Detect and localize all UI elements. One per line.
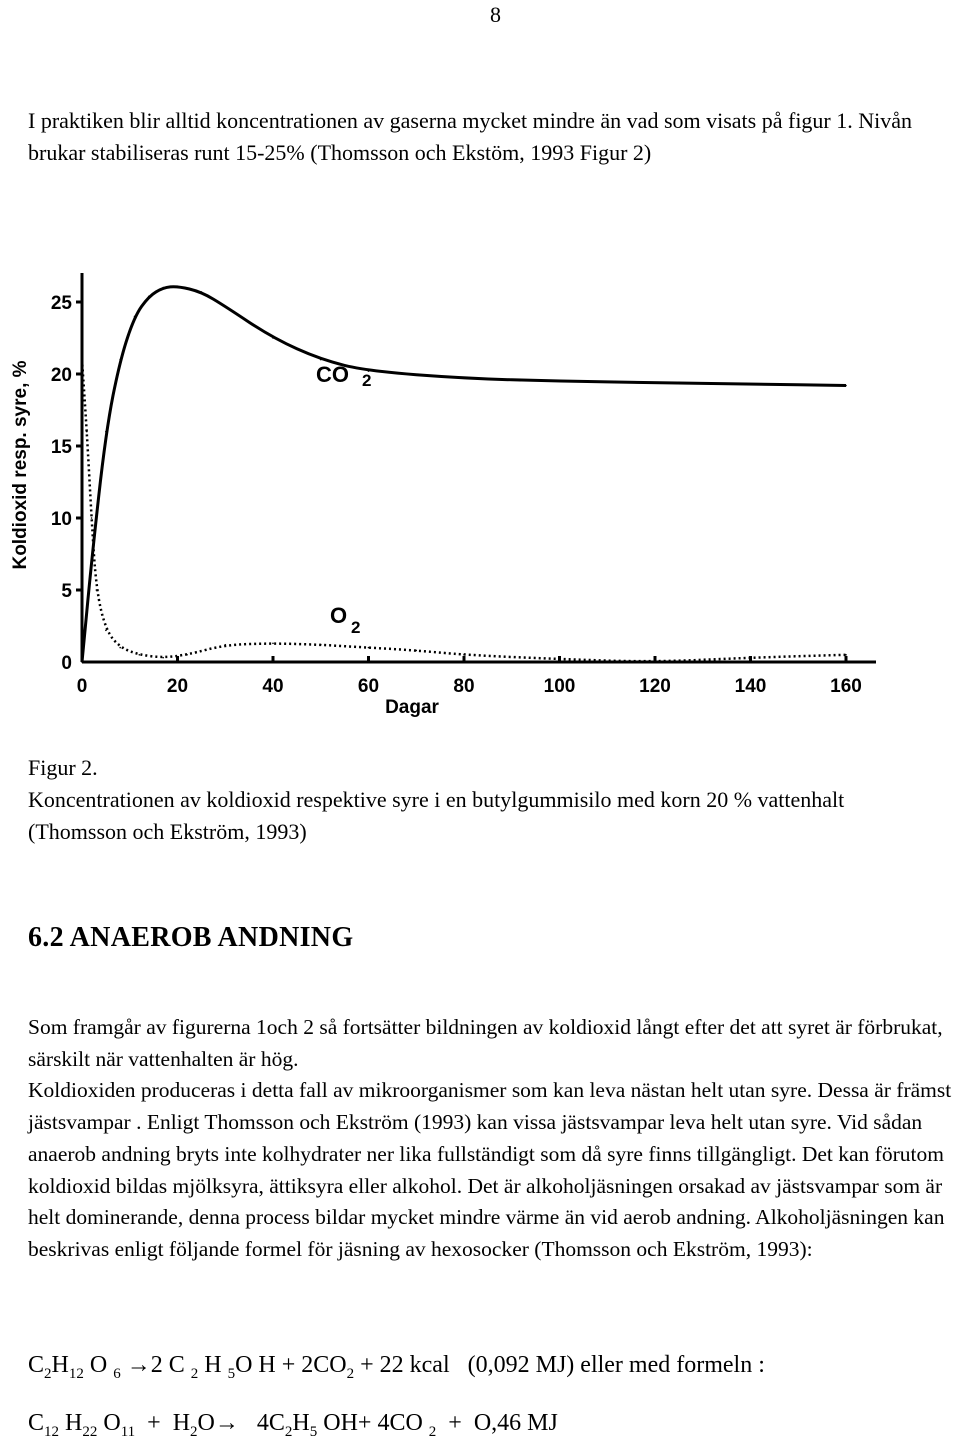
formula-2-rest: O,46 MJ — [473, 1410, 558, 1436]
section-heading: 6.2 ANAEROB ANDNING — [28, 922, 354, 953]
co2-point — [148, 295, 150, 297]
formula-glucose-fermentation — [28, 1352, 765, 1383]
o2-point — [559, 658, 561, 660]
o2-point — [845, 654, 847, 656]
intro-paragraph: I praktiken blir alltid koncentrationen av gaserna mycket mindre än vad som visats på figur 1. Nivån brukar stabiliseras runt 15-25% (Thomsson och Ekstöm, 1993 Figur 2) — [28, 108, 913, 165]
co2-point — [177, 285, 179, 287]
x-tick-label: 60 — [357, 676, 380, 697]
o2-point — [81, 359, 83, 361]
x-tick-label: 120 — [639, 676, 671, 697]
co2-point — [134, 316, 136, 318]
formula-1-energy: + 22 kcal — [360, 1352, 450, 1378]
formula-1-o: O — [89, 1352, 108, 1378]
co2-series-label: CO — [316, 362, 349, 387]
co2-point — [224, 306, 226, 308]
o2-point — [224, 644, 226, 646]
section-body — [28, 1012, 958, 1266]
o2-point — [119, 647, 121, 649]
x-tick-label: 160 — [830, 676, 862, 697]
co2-series-line — [82, 287, 846, 662]
formula-2-coef: 4C — [256, 1410, 285, 1436]
formula-2-p-h-n: 5 — [309, 1423, 318, 1440]
x-tick-label: 0 — [76, 676, 88, 697]
x-tick-label: 140 — [734, 676, 767, 697]
o2-series-label-sub: 2 — [351, 618, 361, 637]
formula-1-o-n: 6 — [113, 1365, 121, 1382]
co2-point — [654, 382, 656, 384]
figure-caption-text: Koncentrationen av koldioxid respektive syre i en butylgummisilo med korn 20 % vattenhalt (Thomsson och Ekström, 1993) — [28, 787, 845, 844]
y-tick-label: 10 — [50, 509, 72, 530]
o2-point — [415, 650, 417, 652]
formula-2-w-h: H — [172, 1410, 191, 1436]
o2-point — [96, 589, 98, 591]
formula-sucrose-fermentation — [28, 1410, 558, 1441]
formula-2-o: O — [103, 1410, 121, 1436]
o2-point — [272, 642, 274, 644]
page-number: 8 — [490, 2, 501, 27]
y-tick-label: 15 — [50, 437, 72, 458]
formula-2-plus: + — [147, 1410, 161, 1436]
o2-point — [320, 644, 322, 646]
o2-point — [105, 630, 107, 632]
x-tick-label: 40 — [262, 676, 284, 697]
o2-point — [368, 647, 370, 649]
o2-point — [91, 517, 93, 519]
co2-point — [119, 359, 121, 361]
co2-point — [463, 378, 465, 380]
formula-1-arrow: → — [126, 1352, 151, 1378]
o2-series-line — [82, 360, 846, 662]
formula-2-h-n: 22 — [82, 1423, 98, 1440]
formula-1-p-h-n: 5 — [227, 1365, 236, 1382]
y-axis-title: Koldioxid resp. syre, % — [10, 360, 31, 570]
formula-1-coef: 2 C — [150, 1352, 185, 1378]
co2-point — [750, 383, 752, 385]
formula-2-p-h: H — [292, 1410, 310, 1436]
section-paragraph-2: Koldioxiden produceras i detta fall av mikroorganismer som kan leva nästan helt utan syre. Dessa är främst jästsvampar . Enligt Thomsson och Ekström (1993) kan vissa jästsvampar leva helt utan syre. Vid sådan anaerob andning bryts inte kolhydrater ner lika fullständigt som då syre finns tillgängligt. Det kan förutom koldioxid bildas mjölksyra, ättiksyra eller alkohol. Det är alkoholjäsningen orsakad av jästsvampar som är helt dominerande, denna process bildar mycket mindre värme än vid aerob andning. Alkoholjäsningen kan beskrivas enligt följande formel för jäsning av hexosocker (Thomsson och Ekström, 1993): — [28, 1078, 952, 1261]
co2-point — [272, 337, 274, 339]
co2-point — [845, 385, 847, 387]
co2-point — [105, 431, 107, 433]
formula-2-h: H — [65, 1410, 83, 1436]
formula-2-c: C — [28, 1410, 45, 1436]
formula-1-p-h: H — [204, 1352, 222, 1378]
concentration-chart — [0, 255, 960, 725]
co2-point — [81, 661, 83, 663]
formula-1-c: C — [28, 1352, 45, 1378]
formula-1-h-n: 12 — [68, 1365, 84, 1382]
o2-point — [86, 431, 88, 433]
formula-1-p-oh: O H — [235, 1352, 276, 1378]
co2-point — [91, 560, 93, 562]
formula-2-w-n: 2 — [190, 1423, 198, 1440]
x-tick-label: 100 — [543, 676, 576, 697]
x-tick-label: 80 — [453, 676, 475, 697]
y-tick-label: 0 — [61, 653, 72, 674]
co2-series-label-sub: 2 — [362, 371, 372, 390]
x-tick-label: 20 — [166, 676, 189, 697]
formula-1-plus-co2: + 2CO — [281, 1352, 347, 1378]
figure-caption — [28, 752, 948, 848]
y-tick-label: 25 — [50, 293, 72, 314]
section-paragraph-1: Som framgår av figurerna 1och 2 så fortsätter bildningen av koldioxid långt efter det att syret är förbrukat, särskilt när vattenhalten är hög. — [28, 1015, 943, 1071]
co2-point — [162, 287, 164, 289]
figure-caption-label: Figur 2. — [28, 755, 98, 780]
co2-point — [320, 359, 322, 361]
formula-2-c-n: 12 — [44, 1423, 60, 1440]
formula-2-plus2: + — [448, 1410, 462, 1436]
formula-2-p-c-n: 2 — [284, 1423, 293, 1440]
formula-2-p-oh: OH — [323, 1410, 358, 1436]
y-tick-label: 5 — [61, 581, 72, 602]
formula-2-co2-n: 2 — [428, 1423, 437, 1440]
o2-point — [186, 654, 188, 656]
o2-point — [162, 657, 164, 659]
formula-1-co2-n: 2 — [346, 1365, 355, 1382]
formula-2-arrow: → — [214, 1410, 239, 1436]
o2-point — [139, 654, 141, 656]
formula-2-o-n: 11 — [120, 1423, 136, 1440]
co2-point — [201, 291, 203, 293]
formula-2-w-o: O — [197, 1410, 215, 1436]
formula-1-p-c-n: 2 — [190, 1365, 199, 1382]
formula-1-c-n: 2 — [44, 1365, 52, 1382]
formula-1-rest: (0,092 MJ) eller med formeln : — [467, 1352, 765, 1378]
o2-point — [463, 654, 465, 656]
x-axis-title: Dagar — [385, 697, 439, 718]
o2-point — [750, 657, 752, 659]
o2-point — [654, 661, 656, 663]
co2-point — [559, 380, 561, 382]
y-tick-label: 20 — [50, 365, 72, 386]
formula-1-h: H — [51, 1352, 69, 1378]
formula-2-plus-co2: + 4CO — [357, 1410, 423, 1436]
o2-series-label: O — [330, 603, 348, 628]
